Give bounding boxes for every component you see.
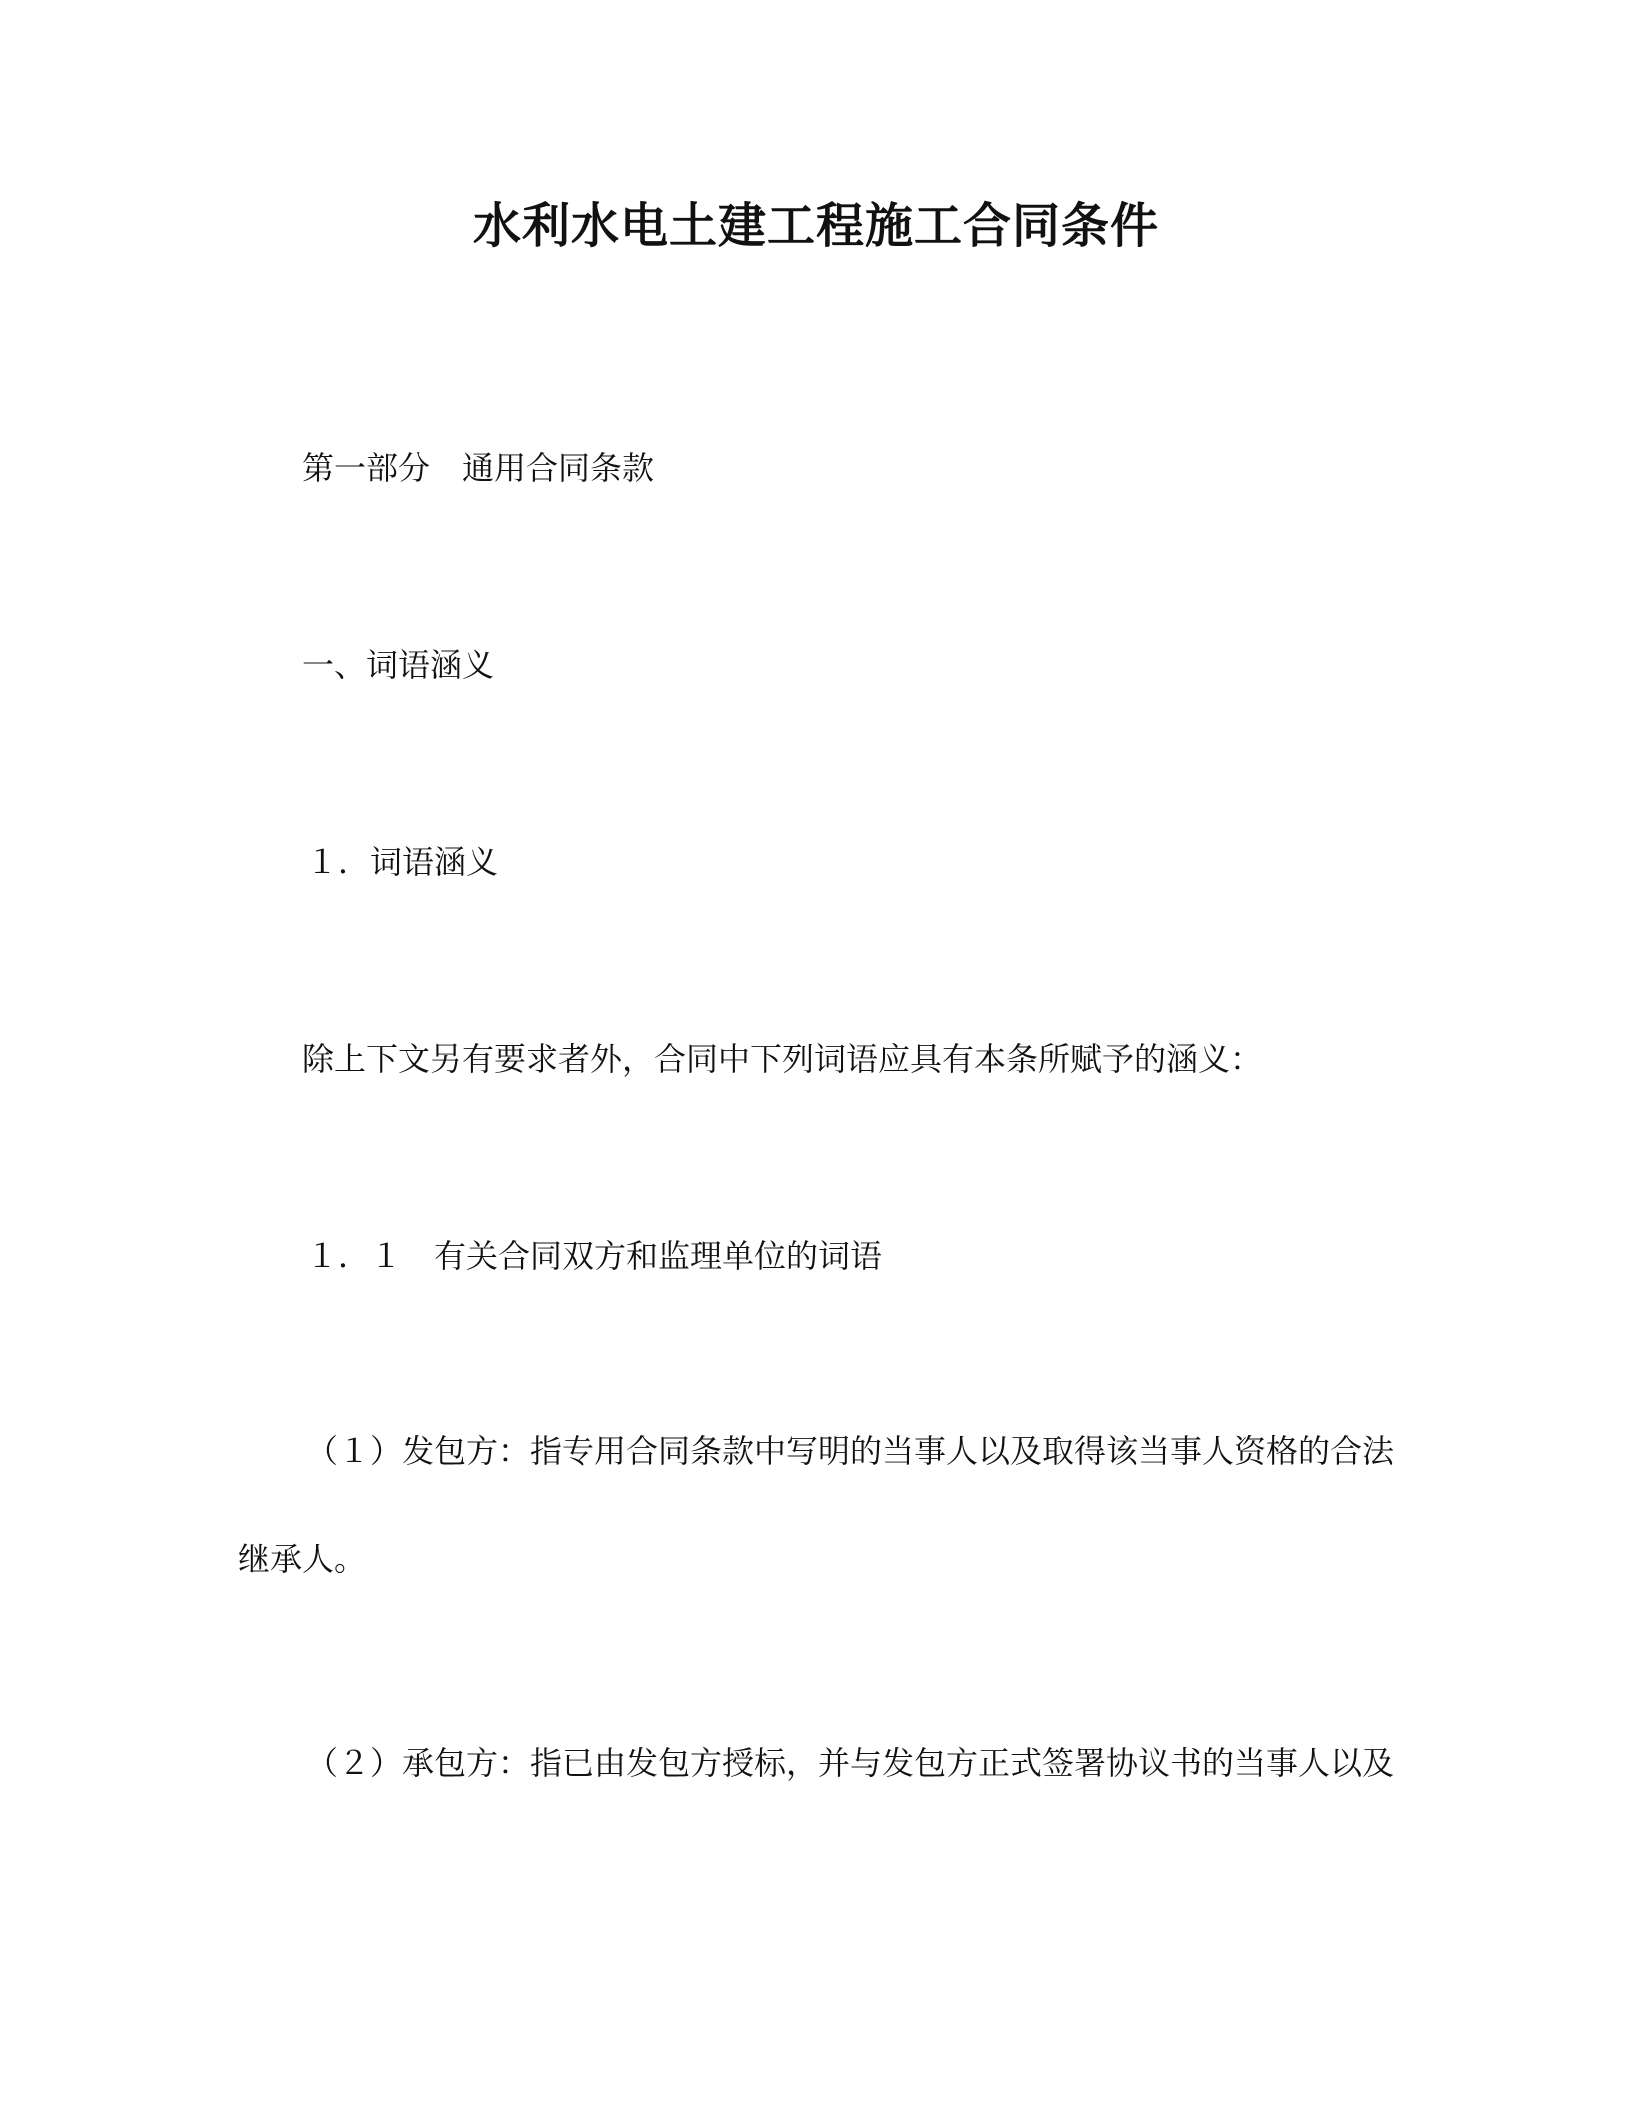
definition-item-1-continuation: 继承人。 bbox=[238, 1540, 367, 1578]
definition-item-1: （１）发包方：指专用合同条款中写明的当事人以及取得该当事人资格的合法 bbox=[306, 1432, 1395, 1470]
subsection-heading: １．１ 有关合同双方和监理单位的词语 bbox=[306, 1237, 883, 1275]
document-title: 水利水电土建工程施工合同条件 bbox=[472, 198, 1159, 254]
intro-paragraph: 除上下文另有要求者外，合同中下列词语应具有本条所赋予的涵义： bbox=[302, 1040, 1263, 1078]
part-heading: 第一部分 通用合同条款 bbox=[302, 449, 655, 487]
chapter-heading: 一、词语涵义 bbox=[302, 646, 495, 684]
definition-item-2: （２）承包方：指已由发包方授标，并与发包方正式签署协议书的当事人以及 bbox=[306, 1744, 1395, 1782]
section-heading: １．词语涵义 bbox=[306, 843, 499, 881]
